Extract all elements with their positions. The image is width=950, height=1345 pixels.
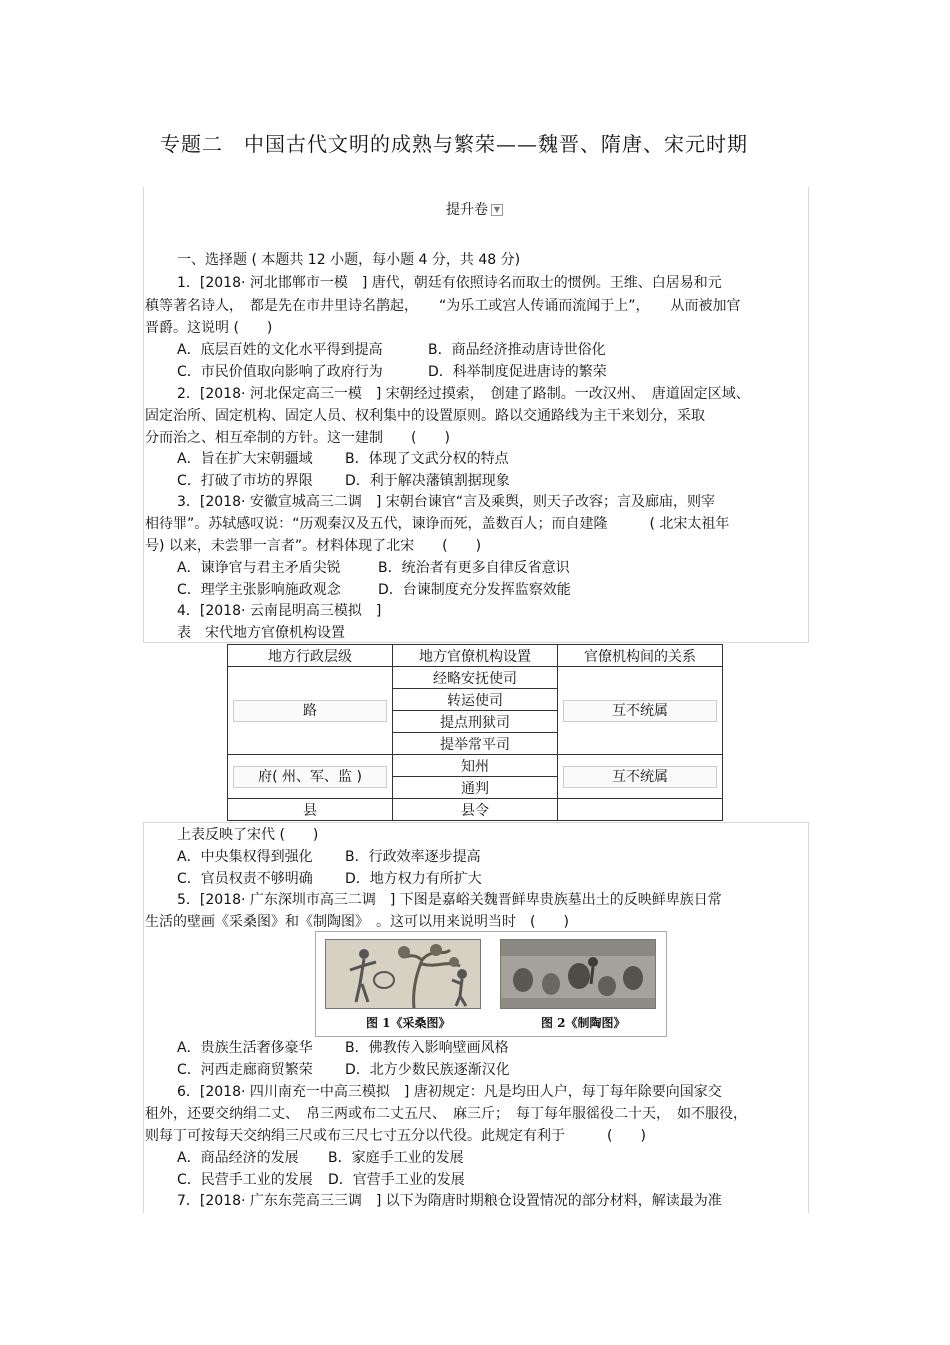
q4-table-caption: 表 宋代地方官僚机构设置 [177, 625, 345, 641]
q6-line1: 6．[2018· 四川南充一中高三模拟 ] 唐初规定：凡是均田人户，每丁每年除要向国家交 [177, 1084, 722, 1100]
table-cell-org: 经略安抚使司 [393, 667, 558, 689]
q3-option-b: B．统治者有更多自律反省意识 [378, 560, 570, 576]
mural-figures [315, 931, 667, 1037]
table-cell-org: 提点刑狱司 [393, 711, 558, 733]
level-lu: 路 [233, 700, 387, 722]
q4-option-b: B．行政效率逐步提高 [345, 849, 481, 865]
q1-option-d: D．科举制度促进唐诗的繁荣 [428, 364, 607, 380]
q6-line2: 租外，还要交纳绢二丈、 帛三两或布二丈五尺、 麻三斤； 每丁每年服徭役二十天， 如不服役， [145, 1106, 747, 1122]
table-cell-level [228, 667, 393, 755]
table-header-cell: 地方行政层级 [228, 645, 393, 667]
table-header-row [228, 645, 723, 667]
dropdown-marker-icon: ▼ [491, 204, 503, 216]
q5-option-c: C．河西走廊商贸繁荣 [177, 1062, 313, 1078]
table-cell-org: 县令 [393, 799, 558, 821]
q4-line1: 4．[2018· 云南昆明高三模拟 ] [177, 603, 382, 619]
q1-line2: 稹等著名诗人， 都是先在市井里诗名鹊起， “为乐工或宫人传诵而流闻于上”， 从而被加官 [145, 298, 741, 314]
q5-option-a: A．贵族生活奢侈豪华 [177, 1040, 313, 1056]
q7-line1: 7．[2018· 广东东莞高三三调 ] 以下为隋唐时期粮仓设置情况的部分材料，解读最为准 [177, 1193, 722, 1209]
q5-line2: 生活的壁画《采桑图》和《制陶图》 。这可以用来说明当时 ( ) [145, 914, 569, 930]
table-row [228, 799, 723, 821]
q6-option-b: B．家庭手工业的发展 [328, 1150, 464, 1166]
q5-option-b: B．佛教传入影响壁画风格 [345, 1040, 509, 1056]
mulberry-picking-mural-image [325, 939, 481, 1009]
q3-line1: 3．[2018· 安徽宣城高三二调 ] 宋朝台谏官“言及乘舆，则天子改容；言及廊庙，则宰 [177, 494, 716, 510]
song-local-government-table [227, 644, 723, 821]
q2-option-b: B．体现了文武分权的特点 [345, 451, 509, 467]
subtitle-text: 提升卷 [446, 202, 488, 218]
q1-line3: 晋爵。这说明 ( ) [145, 320, 273, 336]
table-cell-level [228, 755, 393, 799]
q3-option-d: D．台谏制度充分发挥监察效能 [378, 582, 571, 598]
q5-option-d: D．北方少数民族逐渐汉化 [345, 1062, 510, 1078]
table-cell-org: 提举常平司 [393, 733, 558, 755]
q2-line3: 分而治之、相互牵制的方针。这一建制 ( ) [145, 430, 450, 446]
q4-option-d: D．地方权力有所扩大 [345, 871, 482, 887]
q2-line2: 固定治所、固定机构、固定人员、权利集中的设置原则。路以交通路线为主干来划分，采取 [145, 408, 705, 424]
table-cell-org: 通判 [393, 777, 558, 799]
q2-option-a: A．旨在扩大宋朝疆域 [177, 451, 313, 467]
table-row [228, 755, 723, 777]
level-fu: 府( 州、军、监 ) [233, 766, 387, 788]
q1-line1: 1．[2018· 河北邯郸市一模 ] 唐代，朝廷有依照诗名而取士的惯例。王维、白居易和元 [177, 275, 722, 291]
table-cell-org: 知州 [393, 755, 558, 777]
q4-option-a: A．中央集权得到强化 [177, 849, 313, 865]
table-cell-relation [558, 667, 723, 755]
q1-option-a: A．底层百姓的文化水平得到提高 [177, 342, 383, 358]
table-header-cell: 官僚机构间的关系 [558, 645, 723, 667]
table-cell-relation-empty [558, 799, 723, 821]
q1-option-c: C．市民价值取向影响了政府行为 [177, 364, 383, 380]
figure1-caption: 图 1《采桑图》 [366, 1016, 451, 1030]
q2-option-c: C．打破了市坊的界限 [177, 473, 313, 489]
q6-line3: 则每丁可按每天交纳绢三尺或布三尺七寸五分以代役。此规定有利于 ( ) [145, 1128, 646, 1144]
table-cell-level: 县 [228, 799, 393, 821]
q1-option-b: B．商品经济推动唐诗世俗化 [428, 342, 606, 358]
q4-option-c: C．官员权责不够明确 [177, 871, 313, 887]
relation-lu: 互不统属 [563, 700, 717, 722]
q4-stem: 上表反映了宋代 ( ) [177, 827, 319, 843]
q2-option-d: D．利于解决藩镇割据现象 [345, 473, 510, 489]
figure2-caption: 图 2《制陶图》 [541, 1016, 626, 1030]
q6-option-a: A．商品经济的发展 [177, 1150, 299, 1166]
page-title: 专题二 中国古代文明的成熟与繁荣——魏晋、隋唐、宋元时期 [160, 132, 748, 156]
q3-line3: 号) 以来，未尝罪一言者”。材料体现了北宋 ( ) [145, 538, 482, 554]
q3-line2: 相待罪”。苏轼感叹说：“历观秦汉及五代，谏诤而死，盖数百人；而自建隆 ( 北宋太祖年 [145, 516, 730, 532]
q6-option-d: D．官营手工业的发展 [328, 1172, 465, 1188]
section-heading: 一、选择题 ( 本题共 12 小题，每小题 4 分，共 48 分) [177, 252, 521, 268]
table-cell-org: 转运使司 [393, 689, 558, 711]
table-header-cell: 地方官僚机构设置 [393, 645, 558, 667]
pottery-making-mural-image [500, 939, 656, 1009]
q3-option-a: A．谏诤官与君主矛盾尖锐 [177, 560, 341, 576]
q6-option-c: C．民营手工业的发展 [177, 1172, 313, 1188]
q2-line1: 2．[2018· 河北保定高三一模 ] 宋朝经过摸索， 创建了路制。一改汉州、 唐道固定区域、 [177, 386, 750, 402]
table-row [228, 667, 723, 689]
q3-option-c: C．理学主张影响施政观念 [177, 582, 341, 598]
relation-fu: 互不统属 [563, 766, 717, 788]
paper-subtitle [446, 199, 503, 219]
q5-line1: 5．[2018· 广东深圳市高三二调 ] 下图是嘉峪关魏晋鲜卑贵族墓出土的反映鲜卑族日常 [177, 892, 722, 908]
table-cell-relation [558, 755, 723, 799]
